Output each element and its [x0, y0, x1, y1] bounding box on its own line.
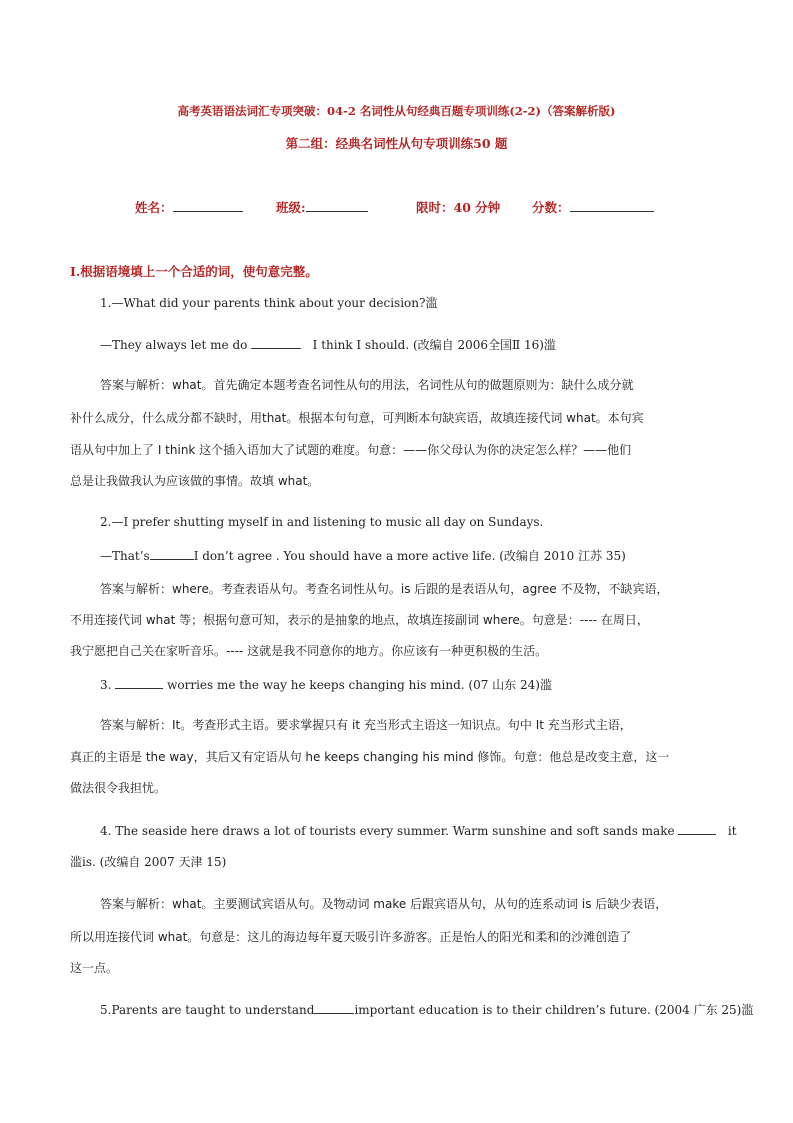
answer-4-line: 所以用连接代词 what。句意是：这儿的海边每年夏天吸引许多游客。正是怡人的阳光和柔和的沙滩创造了: [70, 930, 632, 944]
answer-3-line: 真正的主语是 the way，其后又有定语从句 he keeps changing his mind 修饰。句意：他总是改变主意，这一: [70, 750, 670, 764]
score-blank: [570, 199, 654, 212]
score-field: [532, 198, 654, 216]
question-4-line-1: [100, 822, 737, 838]
question-5-line-1: 5.Parents are taught to understand important education is to their children’s future. (2004 广东 25)滥: [100, 1003, 754, 1017]
name-field: [135, 198, 243, 216]
question-text: I think I should. (改编自 2006全国Ⅱ 16): [312, 338, 544, 352]
answer-3-line: 做法很令我担忧。: [70, 781, 167, 795]
question-text: important education is to their children’s future. (2004 广东 25): [354, 1003, 742, 1017]
question-3-line-1: 3. worries me the way he keeps changing his mind. (07 山东 24)滥: [100, 678, 552, 692]
answer-blank: [115, 676, 163, 689]
question-text: —That’s: [100, 549, 150, 563]
question-text: 5.Parents are taught to understand: [100, 1003, 315, 1017]
answer-blank: [251, 336, 301, 349]
answer-3-line: 答案与解析：It。考查形式主语。要求掌握只有 it 充当形式主语这一知识点。句中 It 充当形式主语，: [100, 718, 632, 732]
question-text: is. (改编自 2007 天津 15): [82, 855, 227, 869]
question-text: 3.: [100, 678, 112, 692]
answer-2-line: 我宁愿把自己关在家听音乐。---- 这就是我不同意你的地方。你应该有一种更积极的生活。: [70, 644, 548, 658]
question-text: 1.—What did your parents think about your decision?: [100, 296, 426, 310]
question-4-line-2: 滥is. (改编自 2007 天津 15): [70, 855, 227, 869]
class-blank: [306, 199, 368, 212]
question-text: worries me the way he keeps changing his mind. (07 山东 24): [167, 678, 540, 692]
question-2-line-1: 2.—I prefer shutting myself in and listening to music all day on Sundays.: [100, 515, 544, 529]
answer-blank: [314, 1001, 354, 1014]
document-title: 高考英语语法词汇专项突破：04-2 名词性从句经典百题专项训练(2-2)（答案解析版): [177, 104, 616, 118]
answer-blank: [150, 547, 194, 560]
class-field: [276, 198, 368, 216]
document-subtitle: 第二组：经典名词性从句专项训练50 题: [285, 136, 508, 151]
answer-1-line: 语从句中加上了 I think 这个插入语加大了试题的难度。句意：——你父母认为你的决定怎么样？——他们: [70, 443, 632, 457]
answer-1-line: 总是让我做我认为应该做的事情。故填 what。: [70, 474, 320, 488]
score-label: 分数：: [532, 200, 570, 215]
answer-1-line: 答案与解析：what。首先确定本题考查名词性从句的用法，名词性从句的做题原则为：缺什么成分就: [100, 378, 634, 392]
question-2-line-2: [100, 547, 626, 564]
question-text: it: [727, 824, 737, 838]
answer-2-line: 不用连接代词 what 等；根据句意可知，表示的是抽象的地点，故填连接副词 where。句意是：---- 在周日，: [70, 613, 649, 627]
answer-1-line: 补什么成分，什么成分都不缺时，用that。根据本句句意，可判断本句缺宾语，故填连接代词 what。本句宾: [70, 411, 644, 425]
answer-4-line: 这一点。: [70, 961, 119, 975]
class-label: 班级:: [276, 200, 306, 215]
time-limit: 限时：40 分钟: [416, 200, 501, 215]
question-text: I don’t agree . You should have a more active life. (改编自 2010 江苏 35): [193, 549, 626, 563]
question-text: 4. The seaside here draws a lot of tourists every summer. Warm sunshine and soft sands make: [100, 824, 675, 838]
section-heading: I.根据语境填上一个合适的词，使句意完整。: [70, 264, 318, 279]
answer-4-line: 答案与解析：what。主要测试宾语从句。及物动词 make 后跟宾语从句，从句的连系动词 is 后缺少表语，: [100, 897, 668, 911]
answer-blank: [678, 822, 716, 835]
question-text: —They always let me do: [100, 338, 248, 352]
name-label: 姓名：: [135, 200, 173, 215]
answer-2-line: 答案与解析：where。考查表语从句。考查名词性从句。is 后跟的是表语从句，agree 不及物，不缺宾语，: [100, 582, 669, 596]
question-1-line-1: 1.—What did your parents think about your decision?滥: [100, 296, 438, 310]
question-1-line-2: —They always let me do I think I should. (改编自 2006全国Ⅱ 16)滥: [100, 338, 556, 352]
name-blank: [173, 199, 243, 212]
